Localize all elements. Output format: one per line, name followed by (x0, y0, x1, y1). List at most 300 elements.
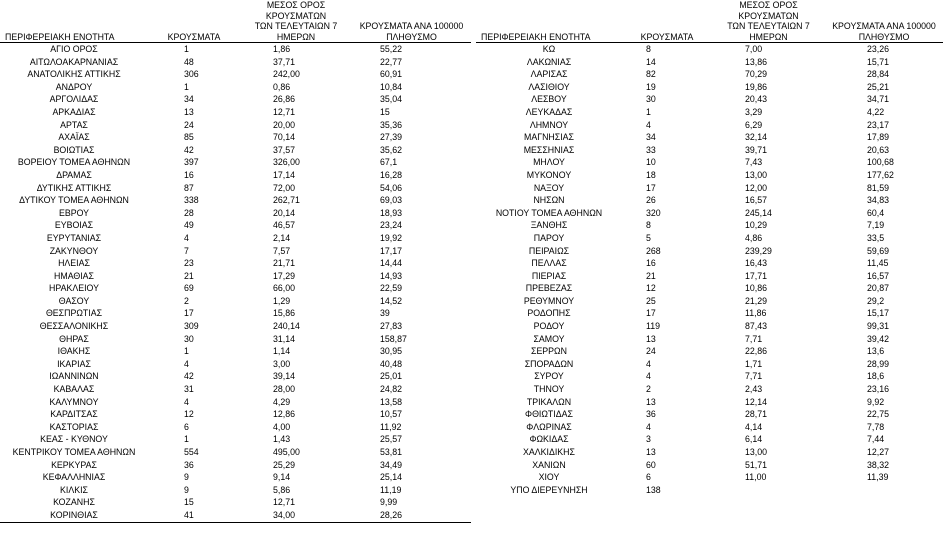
cases-cell: 6 (184, 421, 189, 432)
table-row (0, 320, 471, 333)
table-row (476, 459, 943, 472)
avg7-cell: 12,00 (745, 182, 768, 193)
cases-cell: 13 (646, 447, 656, 457)
cases-cell: 4 (184, 358, 189, 369)
left-table-section (0, 0, 471, 523)
per100k-cell: 28,26 (380, 509, 403, 520)
region-cell: ΣΠΟΡΑΔΩΝ (524, 358, 574, 369)
per100k-cell: 18,6 (867, 371, 885, 382)
table-row (0, 333, 471, 346)
region-cell: ΛΗΜΝΟΥ (529, 119, 569, 130)
avg7-cell: 7,71 (745, 371, 763, 382)
region-cell: ΚΕΑΣ - ΚΥΘΝΟΥ (40, 434, 108, 445)
avg7-cell: 11,86 (745, 308, 767, 319)
per100k-cell: 33,5 (867, 232, 885, 243)
cases-cell: 309 (184, 321, 199, 332)
per100k-cell: 25,21 (867, 81, 890, 92)
region-cell: ΠΕΙΡΑΙΩΣ (528, 245, 570, 256)
avg7-cell: 12,14 (745, 396, 768, 407)
table-row (476, 219, 943, 232)
region-cell: ΑΧΑΪΑΣ (58, 132, 90, 143)
region-cell: ΜΥΚΟΝΟΥ (526, 169, 572, 180)
avg7-cell: 16,43 (745, 258, 768, 269)
per100k-cell: 22,77 (380, 56, 403, 67)
cases-cell: 4 (184, 396, 189, 407)
table-row (0, 484, 471, 497)
avg7-cell: 31,14 (273, 333, 296, 344)
per100k-cell: 17,89 (867, 132, 890, 143)
region-cell: ΖΑΚΥΝΘΟΥ (49, 245, 99, 256)
avg7-cell: 70,29 (745, 69, 768, 80)
header-per100k: ΚΡΟΥΣΜΑΤΑ ΑΝΑ 100000 ΠΛΗΘΥΣΜΟ (359, 21, 464, 42)
region-cell: ΒΟΡΕΙΟΥ ΤΟΜΕΑ ΑΘΗΝΩΝ (17, 157, 131, 168)
per100k-cell: 53,81 (380, 447, 403, 457)
per100k-cell (825, 484, 943, 497)
per100k-cell: 11,45 (867, 258, 889, 269)
region-cell: ΔΡΑΜΑΣ (56, 169, 92, 180)
avg7-cell: 28,00 (273, 384, 296, 395)
cases-cell: 397 (184, 157, 199, 168)
avg7-cell: 0,86 (273, 81, 291, 92)
avg7-cell: 4,14 (745, 421, 763, 432)
table-row (0, 169, 471, 182)
header-avg7: ΜΕΣΟΣ ΟΡΟΣ ΚΡΟΥΣΜΑΤΩΝ ΤΩΝ ΤΕΛΕΥΤΑΙΩΝ 7 ΗΜΕΡΩΝ (727, 0, 810, 42)
table-row (476, 295, 943, 308)
avg7-cell: 326,00 (273, 157, 300, 168)
table-row (476, 383, 943, 396)
avg7-cell: 17,14 (273, 169, 296, 180)
region-cell: ΙΩΑΝΝΙΝΩΝ (49, 371, 99, 382)
region-cell: ΑΝΔΡΟΥ (55, 81, 93, 92)
region-cell: ΑΙΤΩΛΟΑΚΑΡΝΑΝΙΑΣ (29, 56, 119, 67)
avg7-cell: 4,29 (273, 396, 291, 407)
per100k-cell: 9,92 (867, 396, 885, 407)
region-cell: ΦΘΙΩΤΙΔΑΣ (525, 409, 573, 420)
cases-cell: 15 (184, 497, 194, 508)
table-row (0, 43, 471, 56)
cases-cell: 14 (646, 56, 656, 67)
per100k-cell: 34,83 (867, 195, 890, 206)
per100k-cell: 35,36 (380, 119, 403, 130)
cases-cell: 2 (646, 384, 651, 395)
cases-cell: 4 (646, 371, 651, 382)
region-cell: ΚΑΒΑΛΑΣ (53, 384, 95, 395)
table-row (476, 396, 943, 409)
cases-cell: 13 (646, 333, 656, 344)
cases-cell: 1 (184, 346, 189, 357)
avg7-cell: 240,14 (273, 321, 300, 332)
table-row (0, 194, 471, 207)
per100k-cell: 28,99 (867, 358, 890, 369)
region-cell: ΧΑΝΙΩΝ (532, 459, 566, 470)
cases-cell: 4 (646, 358, 651, 369)
avg7-cell: 2,43 (745, 384, 763, 395)
cases-cell: 87 (184, 182, 194, 193)
region-cell: ΘΕΣΠΡΩΤΙΑΣ (45, 308, 103, 319)
table-row (476, 471, 943, 484)
per100k-cell: 13,6 (867, 346, 885, 357)
table-row (476, 345, 943, 358)
avg7-cell: 7,00 (745, 44, 763, 54)
region-cell: ΠΕΛΛΑΣ (531, 258, 567, 269)
table-row (0, 144, 471, 157)
avg7-cell: 17,71 (745, 270, 768, 281)
avg7-cell: 12,71 (273, 106, 296, 117)
avg7-cell: 66,00 (273, 283, 296, 294)
avg7-cell: 495,00 (273, 447, 300, 457)
per100k-cell: 177,62 (867, 169, 894, 180)
cases-cell: 4 (646, 421, 651, 432)
per100k-cell: 11,92 (380, 421, 402, 432)
per100k-cell: 60,4 (867, 207, 885, 218)
table-row (0, 433, 471, 446)
table-row (476, 358, 943, 371)
avg7-cell: 9,14 (273, 472, 291, 483)
per100k-cell: 14,52 (380, 295, 403, 306)
cases-cell: 42 (184, 144, 194, 155)
cases-cell: 1 (646, 106, 651, 117)
region-cell: ΚΟΖΑΝΗΣ (53, 497, 95, 508)
region-cell: ΘΑΣΟΥ (58, 295, 90, 306)
per100k-cell: 158,87 (380, 333, 407, 344)
per100k-cell: 40,48 (380, 358, 403, 369)
region-cell: ΕΒΡΟΥ (58, 207, 90, 218)
per100k-cell: 30,95 (380, 346, 403, 357)
table-row (0, 106, 471, 119)
avg7-cell: 12,86 (273, 409, 296, 420)
table-row (476, 68, 943, 81)
per100k-cell: 22,75 (867, 409, 890, 420)
avg7-cell (712, 484, 825, 497)
cases-cell: 17 (184, 308, 194, 319)
table-row (0, 307, 471, 320)
cases-cell: 21 (184, 270, 194, 281)
avg7-cell: 7,57 (273, 245, 291, 256)
cases-cell: 33 (646, 144, 656, 155)
region-cell: ΠΑΡΟΥ (533, 232, 565, 243)
avg7-cell: 34,00 (273, 509, 296, 520)
right-table-body (476, 43, 943, 497)
header-avg7: ΜΕΣΟΣ ΟΡΟΣ ΚΡΟΥΣΜΑΤΩΝ ΤΩΝ ΤΕΛΕΥΤΑΙΩΝ 7 ΗΜΕΡΩΝ (254, 0, 338, 42)
table-row (476, 421, 943, 434)
avg7-cell: 28,71 (745, 409, 768, 420)
region-cell: ΛΑΚΩΝΙΑΣ (526, 56, 572, 67)
table-row (0, 245, 471, 258)
per100k-cell: 38,32 (867, 459, 890, 470)
region-cell: ΣΥΡΟΥ (534, 371, 564, 382)
cases-cell: 82 (646, 69, 656, 80)
avg7-cell: 25,29 (273, 459, 296, 470)
per100k-cell: 12,27 (867, 447, 890, 457)
avg7-cell: 20,14 (273, 207, 296, 218)
avg7-cell: 46,57 (273, 220, 296, 231)
cases-cell: 119 (646, 321, 661, 332)
table-row (0, 446, 471, 459)
region-cell: ΛΕΥΚΑΔΑΣ (525, 106, 573, 117)
avg7-cell: 1,14 (273, 346, 291, 357)
table-row (0, 156, 471, 169)
table-row (0, 421, 471, 434)
avg7-cell: 39,71 (745, 144, 768, 155)
region-cell: ΝΟΤΙΟΥ ΤΟΜΕΑ ΑΘΗΝΩΝ (495, 207, 603, 218)
cases-cell: 6 (646, 472, 651, 483)
right-table-section (476, 0, 943, 496)
table-row (0, 257, 471, 270)
per100k-cell: 28,84 (867, 69, 890, 80)
region-cell: ΚΟΡΙΝΘΙΑΣ (50, 509, 98, 520)
left-table-header (0, 0, 471, 43)
avg7-cell: 6,29 (745, 119, 763, 130)
table-row (0, 345, 471, 358)
region-cell: ΔΥΤΙΚΟΥ ΤΟΜΕΑ ΑΘΗΝΩΝ (19, 195, 129, 206)
per100k-cell: 7,19 (867, 220, 885, 231)
table-row (476, 282, 943, 295)
region-cell: ΗΛΕΙΑΣ (58, 258, 90, 269)
cases-cell: 7 (184, 245, 189, 256)
region-cell: ΚΕΦΑΛΛΗΝΙΑΣ (42, 472, 106, 483)
avg7-cell: 13,00 (745, 447, 768, 457)
table-row (476, 182, 943, 195)
region-cell: ΔΥΤΙΚΗΣ ΑΤΤΙΚΗΣ (36, 182, 112, 193)
cases-cell: 9 (184, 472, 189, 483)
table-row (476, 232, 943, 245)
avg7-cell: 21,71 (273, 258, 296, 269)
cases-cell: 138 (646, 484, 661, 495)
region-cell: ΜΗΛΟΥ (533, 157, 565, 168)
region-cell: ΝΑΞΟΥ (533, 182, 565, 193)
table-row (476, 270, 943, 283)
per100k-cell: 25,01 (380, 371, 403, 382)
region-cell: ΚΑΣΤΟΡΙΑΣ (49, 421, 99, 432)
cases-cell: 41 (184, 509, 194, 520)
cases-cell: 9 (184, 484, 189, 495)
table-row (0, 270, 471, 283)
per100k-cell: 23,24 (380, 220, 403, 231)
region-cell: ΚΕΡΚΥΡΑΣ (51, 459, 97, 470)
avg7-cell: 242,00 (273, 69, 300, 80)
per100k-cell: 27,39 (380, 132, 403, 143)
cases-cell: 18 (646, 169, 656, 180)
avg7-cell: 1,29 (273, 295, 291, 306)
per100k-cell: 10,84 (380, 81, 403, 92)
region-cell: ΧΑΛΚΙΔΙΚΗΣ (523, 447, 575, 457)
cases-cell: 25 (646, 295, 656, 306)
cases-cell: 8 (646, 220, 651, 231)
avg7-cell: 6,14 (745, 434, 763, 445)
table-row (0, 396, 471, 409)
avg7-cell: 2,14 (273, 232, 291, 243)
per100k-cell: 7,78 (867, 421, 885, 432)
region-cell: ΥΠΟ ΔΙΕΡΕΥΝΗΣΗ (510, 484, 588, 495)
cases-cell: 2 (184, 295, 189, 306)
cases-cell: 13 (646, 396, 656, 407)
table-row (0, 295, 471, 308)
cases-cell: 13 (184, 106, 194, 117)
cases-cell: 23 (184, 258, 194, 269)
per100k-cell: 23,16 (867, 384, 890, 395)
region-cell: ΑΡΓΟΛΙΔΑΣ (49, 94, 99, 105)
avg7-cell: 12,71 (273, 497, 296, 508)
table-row (476, 307, 943, 320)
table-row (476, 93, 943, 106)
table-row (0, 496, 471, 509)
table-row (0, 182, 471, 195)
per100k-cell: 81,59 (867, 182, 890, 193)
per100k-cell: 39,42 (867, 333, 890, 344)
region-cell: ΘΗΡΑΣ (59, 333, 89, 344)
avg7-cell: 51,71 (745, 459, 768, 470)
table-row (476, 433, 943, 446)
cases-cell: 24 (184, 119, 194, 130)
per100k-cell: 34,71 (867, 94, 890, 105)
per100k-cell: 4,22 (867, 106, 885, 117)
per100k-cell: 100,68 (867, 157, 894, 168)
per100k-cell: 23,17 (867, 119, 890, 130)
avg7-cell: 7,43 (745, 157, 763, 168)
cases-cell: 3 (646, 434, 651, 445)
region-cell: ΝΗΣΩΝ (533, 195, 565, 206)
region-cell: ΕΥΡΥΤΑΝΙΑΣ (46, 232, 102, 243)
region-cell: ΗΜΑΘΙΑΣ (54, 270, 94, 281)
region-cell: ΑΝΑΤΟΛΙΚΗΣ ΑΤΤΙΚΗΣ (27, 69, 121, 80)
table-row (476, 257, 943, 270)
cases-cell: 34 (184, 94, 194, 105)
per100k-cell: 18,93 (380, 207, 403, 218)
left-cases-table (0, 0, 471, 523)
table-row (0, 459, 471, 472)
cases-cell: 12 (184, 409, 194, 420)
avg7-cell: 3,00 (273, 358, 291, 369)
table-row (0, 282, 471, 295)
cases-cell: 28 (184, 207, 194, 218)
cases-cell: 338 (184, 195, 199, 206)
avg7-cell: 20,43 (745, 94, 768, 105)
table-row (0, 207, 471, 220)
region-cell: ΙΘΑΚΗΣ (57, 346, 91, 357)
avg7-cell: 17,29 (273, 270, 296, 281)
header-cases: ΚΡΟΥΣΜΑΤΑ (640, 31, 694, 42)
region-cell: ΠΙΕΡΙΑΣ (531, 270, 567, 281)
table-row (0, 370, 471, 383)
per100k-cell: 99,31 (867, 321, 890, 332)
cases-cell: 17 (646, 182, 656, 193)
per100k-cell: 35,04 (380, 94, 403, 105)
per100k-cell: 29,2 (867, 295, 885, 306)
region-cell: ΣΑΜΟΥ (533, 333, 565, 344)
per100k-cell: 19,92 (380, 232, 403, 243)
table-row (0, 408, 471, 421)
region-cell: ΙΚΑΡΙΑΣ (57, 358, 91, 369)
header-per100k: ΚΡΟΥΣΜΑΤΑ ΑΝΑ 100000 ΠΛΗΘΥΣΜΟ (832, 21, 936, 42)
avg7-cell: 11,00 (745, 472, 767, 483)
table-row (476, 333, 943, 346)
per100k-cell: 9,99 (380, 497, 398, 508)
region-cell: ΛΑΣΙΘΙΟΥ (528, 81, 570, 92)
avg7-cell: 20,00 (273, 119, 296, 130)
per100k-cell: 10,57 (380, 409, 403, 420)
avg7-cell: 13,86 (745, 56, 768, 67)
avg7-cell: 32,14 (745, 132, 768, 143)
per100k-cell: 13,58 (380, 396, 403, 407)
table-row (476, 156, 943, 169)
header-region: ΠΕΡΙΦΕΡΕΙΑΚΗ ΕΝΟΤΗΤΑ (5, 31, 115, 42)
cases-cell: 34 (646, 132, 656, 143)
per100k-cell: 11,39 (867, 472, 889, 483)
table-row (476, 484, 943, 497)
table-row (476, 446, 943, 459)
per100k-cell: 27,83 (380, 321, 403, 332)
per100k-cell: 17,17 (380, 245, 403, 256)
cases-cell: 30 (184, 333, 194, 344)
region-cell: ΤΗΝΟΥ (533, 384, 565, 395)
region-cell: ΣΕΡΡΩΝ (531, 346, 567, 357)
per100k-cell: 14,93 (380, 270, 403, 281)
avg7-cell: 7,71 (745, 333, 763, 344)
avg7-cell: 5,86 (273, 484, 291, 495)
table-row (0, 119, 471, 132)
per100k-cell: 25,57 (380, 434, 403, 445)
cases-cell: 5 (646, 232, 651, 243)
cases-cell: 31 (184, 384, 194, 395)
avg7-cell: 37,71 (273, 56, 296, 67)
table-row (476, 408, 943, 421)
region-cell: ΠΡΕΒΕΖΑΣ (525, 283, 573, 294)
per100k-cell: 54,06 (380, 182, 403, 193)
avg7-cell: 87,43 (745, 321, 768, 332)
per100k-cell: 55,22 (380, 44, 403, 54)
per100k-cell: 14,44 (380, 258, 403, 269)
per100k-cell: 20,87 (867, 283, 890, 294)
cases-cell: 1 (184, 44, 189, 54)
avg7-cell: 1,43 (273, 434, 291, 445)
cases-cell: 36 (646, 409, 656, 420)
cases-cell: 30 (646, 94, 656, 105)
left-table-body (0, 43, 471, 523)
avg7-cell: 10,29 (745, 220, 768, 231)
cases-cell: 306 (184, 69, 199, 80)
table-row (476, 144, 943, 157)
avg7-cell: 16,57 (745, 195, 768, 206)
table-row (476, 245, 943, 258)
table-row (476, 56, 943, 69)
avg7-cell: 10,86 (745, 283, 768, 294)
table-row (0, 81, 471, 94)
region-cell: ΡΕΘΥΜΝΟΥ (523, 295, 575, 306)
table-row (476, 207, 943, 220)
table-row (476, 106, 943, 119)
table-row (0, 131, 471, 144)
region-cell: ΦΛΩΡΙΝΑΣ (526, 421, 572, 432)
region-cell: ΚΕΝΤΡΙΚΟΥ ΤΟΜΕΑ ΑΘΗΝΩΝ (12, 447, 136, 457)
cases-cell: 12 (646, 283, 656, 294)
region-cell: ΚΑΛΥΜΝΟΥ (49, 396, 99, 407)
region-cell: ΛΕΣΒΟΥ (531, 94, 567, 105)
per100k-cell: 39 (380, 308, 390, 319)
cases-cell: 16 (184, 169, 194, 180)
cases-cell: 10 (646, 157, 656, 168)
per100k-cell: 20,63 (867, 144, 890, 155)
table-row (476, 194, 943, 207)
region-cell: ΞΑΝΘΗΣ (530, 220, 568, 231)
avg7-cell: 13,00 (745, 169, 768, 180)
avg7-cell: 21,29 (745, 295, 768, 306)
cases-cell: 21 (646, 270, 656, 281)
table-row (0, 358, 471, 371)
per100k-cell: 16,57 (867, 270, 890, 281)
avg7-cell: 37,57 (273, 144, 296, 155)
avg7-cell: 72,00 (273, 182, 296, 193)
per100k-cell: 15,71 (867, 56, 890, 67)
